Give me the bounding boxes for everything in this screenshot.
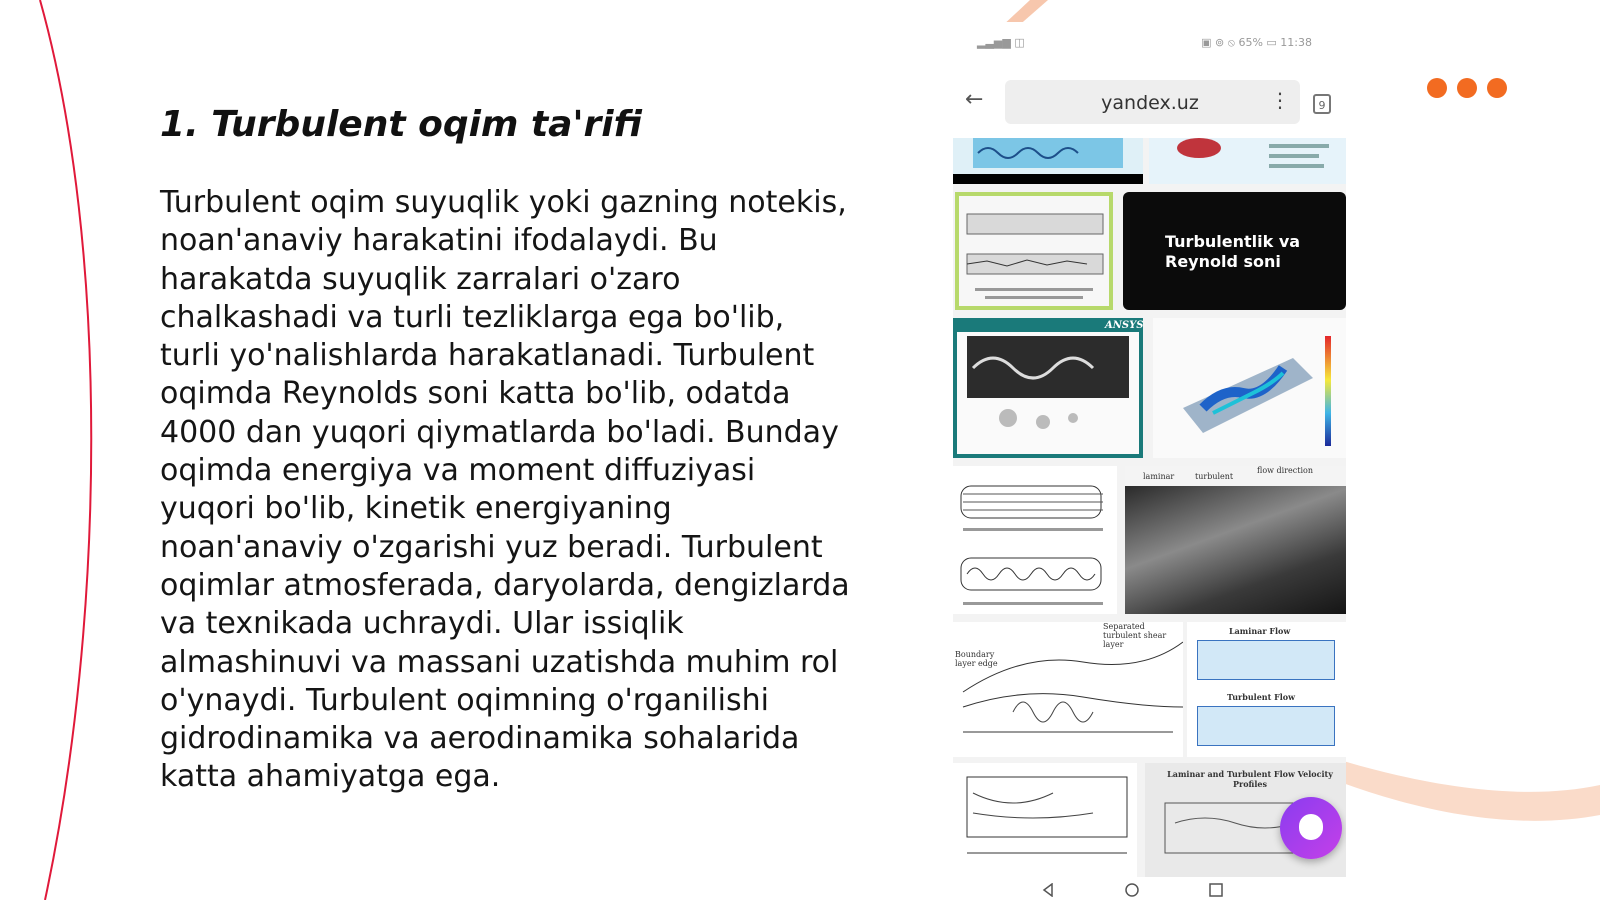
flow-direction-label: flow direction bbox=[1257, 466, 1314, 475]
dot-icon bbox=[1487, 78, 1507, 98]
image-result[interactable] bbox=[953, 466, 1117, 614]
alice-assistant-glyph bbox=[1299, 814, 1323, 840]
turbulent-flow-box bbox=[1197, 706, 1335, 746]
image-result[interactable] bbox=[1187, 622, 1346, 757]
slide-body-text: Turbulent oqim suyuqlik yoki gazning notekis, noan'anaviy harakatini ifodalaydi. Bu harakatda suyuqlik zarralari o'zaro chalkashadi va turli tezliklarga ega bo'lib, turli yo'nalishlarda harakatlanadi. Turbulent oqimda Reynolds soni katta bo'lib, odatda 4000 dan yuqori qiymatlarda bo'ladi. Bunday oqimda energiya va moment diffuziyasi yuqori bo'lib, kinetik energiyaning noan'anaviy o'zgarishi yuz beradi. Turbulent oqimlar atmosferada, daryolarda, dengizlarda va texnikada uchraydi. Ular issiqlik almashinuvi va massani uzatishda muhim rol o'ynaydi. Turbulent oqimning o'rganilishi gidrodinamika va aerodinamika sohalarida katta ahamiyatga ega. bbox=[160, 185, 850, 795]
image-result[interactable] bbox=[955, 192, 1113, 310]
boundary-layer-label: Boundary layer edge bbox=[955, 650, 998, 668]
turbulence-photo bbox=[1125, 486, 1346, 614]
turbulent-label: turbulent bbox=[1195, 472, 1234, 481]
back-arrow-icon[interactable]: ← bbox=[965, 87, 984, 112]
battery-percent: 65% bbox=[1238, 36, 1263, 49]
image-result[interactable] bbox=[953, 318, 1143, 458]
ansys-label: ANSYS bbox=[1105, 320, 1143, 331]
browser-toolbar bbox=[953, 62, 1346, 138]
phone-screenshot bbox=[953, 22, 1346, 900]
image-result[interactable] bbox=[953, 763, 1137, 877]
red-curve-line bbox=[40, 0, 91, 900]
nav-back-icon[interactable] bbox=[1041, 883, 1055, 897]
image-result[interactable] bbox=[1149, 138, 1346, 184]
android-nav-bar bbox=[953, 877, 1346, 900]
reynolds-caption: Turbulentlik va Reynold soni bbox=[1165, 232, 1301, 271]
diagram-thumbnail-icon bbox=[1149, 138, 1346, 184]
slide-title: 1. Turbulent oqim ta'rifi bbox=[160, 104, 642, 145]
separated-layer-label: Separated turbulent shear layer bbox=[1103, 622, 1167, 649]
velocity-profile-diagram-icon bbox=[953, 763, 1137, 877]
cfd-simulation-thumbnail-icon bbox=[1153, 318, 1346, 458]
vortex-shapes-icon bbox=[953, 318, 1143, 458]
nav-recents-icon[interactable] bbox=[1209, 883, 1223, 897]
flow-pattern-icon bbox=[953, 138, 1143, 184]
kebab-menu-icon[interactable]: ⋮ bbox=[1270, 88, 1290, 112]
laminar-flow-box bbox=[1197, 640, 1335, 680]
status-time: 11:38 bbox=[1280, 36, 1312, 49]
orange-swoosh-bottom bbox=[1340, 760, 1600, 821]
image-result[interactable] bbox=[953, 622, 1183, 757]
url-text: yandex.uz bbox=[1101, 92, 1199, 114]
dot-icon bbox=[1457, 78, 1477, 98]
dot-icon bbox=[1427, 78, 1447, 98]
alice-assistant-icon[interactable] bbox=[1280, 797, 1342, 859]
laminar-label: laminar bbox=[1143, 472, 1175, 481]
image-result[interactable] bbox=[1153, 318, 1346, 458]
velocity-profiles-label: Laminar and Turbulent Flow Velocity Profiles bbox=[1167, 769, 1333, 789]
pipe-experiment-thumbnail-icon bbox=[955, 192, 1113, 310]
url-field[interactable] bbox=[1005, 80, 1300, 124]
tabs-icon[interactable]: 9 bbox=[1313, 94, 1331, 114]
status-right bbox=[1201, 36, 1312, 50]
signal-icon: ▂▃▅▆ ◫ bbox=[977, 36, 1025, 49]
battery-icon: ▭ bbox=[1266, 36, 1281, 49]
laminar-flow-label: Laminar Flow bbox=[1229, 626, 1291, 636]
image-result[interactable] bbox=[953, 138, 1143, 184]
image-result[interactable] bbox=[1123, 192, 1346, 310]
turbulent-flow-label: Turbulent Flow bbox=[1227, 692, 1296, 702]
status-bar bbox=[953, 22, 1346, 62]
laminar-turbulent-pipe-icon bbox=[953, 466, 1117, 614]
image-result[interactable] bbox=[1125, 466, 1346, 614]
nav-home-icon[interactable] bbox=[1125, 883, 1139, 897]
decorative-dots bbox=[1427, 78, 1507, 98]
status-icons: ▣ ⊚ ⦸ bbox=[1201, 36, 1239, 49]
